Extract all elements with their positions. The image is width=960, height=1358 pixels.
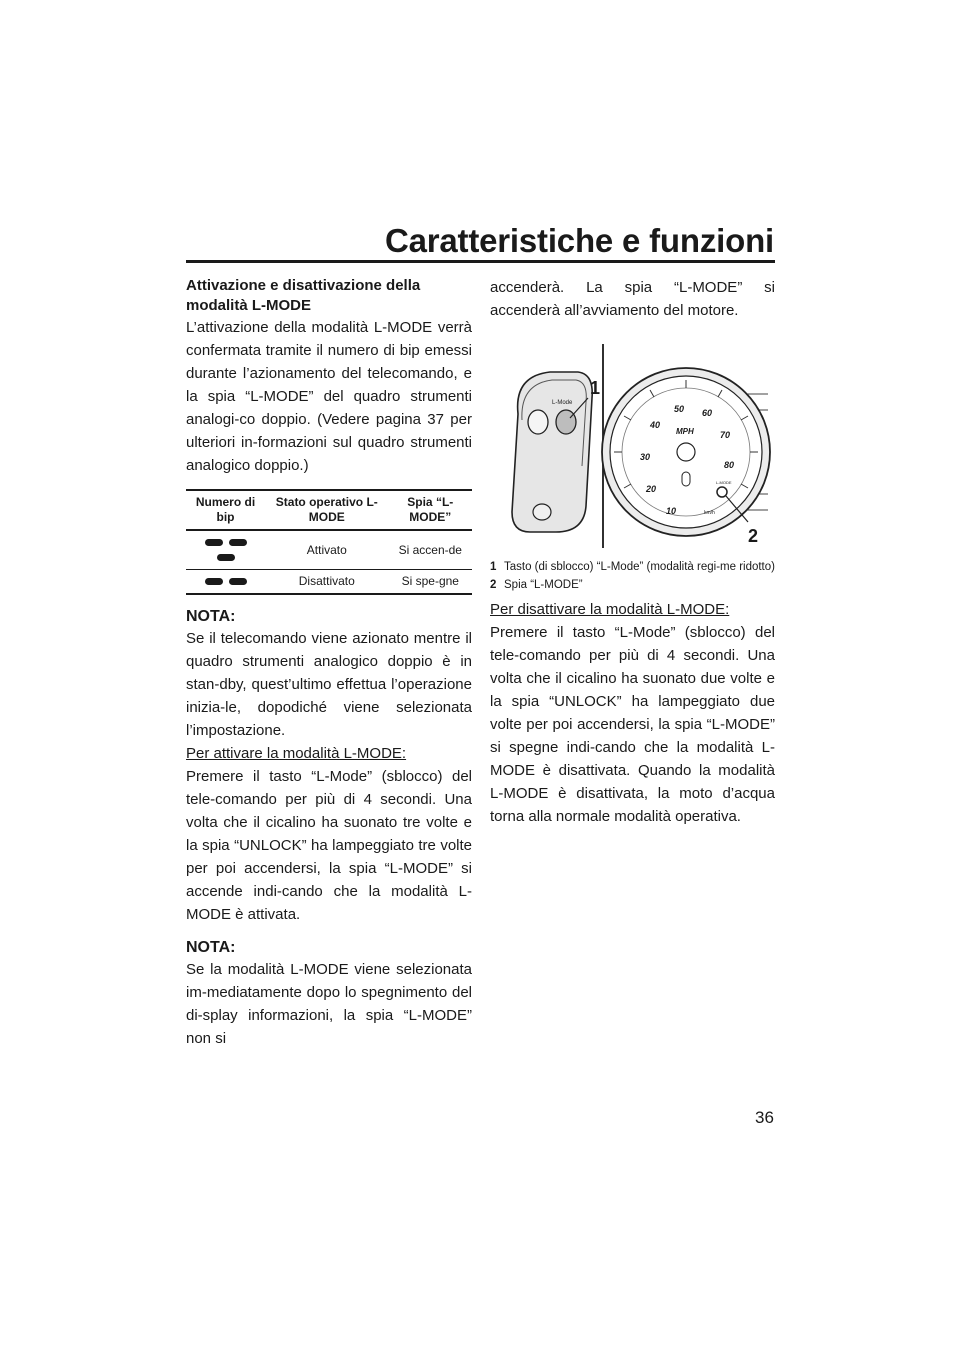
- beep-icon: [205, 539, 223, 546]
- illustration: [490, 336, 775, 554]
- note-title: NOTA:: [186, 608, 236, 625]
- caption-number: 2: [490, 579, 497, 591]
- table-header-state: Stato operativo L-MODE: [265, 490, 389, 530]
- deactivate-paragraph: Premere il tasto “L-Mode” (sblocco) del tele-comando per più di 4 secondi. Una volta che il cicalino ha suonato due volte e la spia “UNLOCK” ha lampeggiato due volte per poi accendersi, la spia “L-MODE” si spegne indi-cando che la modalità L-MODE è disattivata. Quando la modalità L-MODE è disattivata, la moto d’acqua torna alla normale modalità operativa.: [490, 624, 775, 825]
- indicator-cell: Si accen-de: [389, 530, 472, 570]
- state-cell: Attivato: [265, 530, 389, 570]
- beep-table: [186, 489, 472, 595]
- note-title: NOTA:: [186, 939, 236, 956]
- page-title: Caratteristiche e funzioni: [384, 222, 774, 259]
- caption: [490, 560, 775, 574]
- left-column: [186, 276, 472, 1050]
- beep-icon: [229, 578, 247, 585]
- note-text: Se la modalità L-MODE viene selezionata im-mediatamente dopo lo spegnimento del di-splay informazioni, la spia “L-MODE” non si: [186, 961, 472, 1047]
- svg-text:70: 70: [720, 430, 731, 440]
- page-number: 36: [755, 1108, 774, 1127]
- state-cell: Disattivato: [265, 570, 389, 595]
- svg-text:20: 20: [646, 484, 657, 494]
- caption-text: Spia “L-MODE”: [504, 579, 583, 591]
- caption-number: 1: [490, 561, 497, 573]
- svg-text:L-MODE: L-MODE: [716, 480, 732, 485]
- intro-paragraph: L’attivazione della modalità L-MODE verrà confermata tramite il numero di bip emessi durante l’azionamento del telecomando, e la spia “L-MODE” del quadro strumenti analogi-co doppio. (Vedere pagina 37 per ulteriori in-formazioni sul quadro strumenti analogico doppio.): [186, 319, 472, 474]
- activate-paragraph: Premere il tasto “L-Mode” (sblocco) del tele-comando per più di 4 secondi. Una volta che il cicalino ha suonato tre volte e la spia “UNLOCK” ha lampeggiato tre volte per poi accendersi, la spia “L-MODE” si accende indi-cando che la modalità L-MODE è attivata.: [186, 768, 472, 923]
- beep-pattern: [186, 570, 265, 595]
- table-row: [186, 570, 472, 595]
- beep-pattern: [186, 530, 265, 570]
- indicator-cell: Si spe-gne: [389, 570, 472, 595]
- svg-text:km/h: km/h: [704, 510, 715, 516]
- activate-heading: Per attivare la modalità L-MODE:: [186, 745, 407, 762]
- remote-control-icon: [512, 372, 592, 532]
- svg-text:60: 60: [702, 408, 713, 418]
- svg-text:L-Mode: L-Mode: [552, 400, 573, 406]
- beep-icon: [217, 554, 235, 561]
- callout-1: 1: [590, 378, 601, 398]
- gauge-icon: [602, 368, 770, 536]
- section-heading: Attivazione e disattivazione della modalità L-MODE: [186, 277, 421, 314]
- table-header-indicator: Spia “L-MODE”: [389, 490, 472, 530]
- title-rule: [186, 260, 775, 263]
- caption: [490, 578, 775, 592]
- svg-text:80: 80: [724, 460, 735, 470]
- deactivate-heading: Per disattivare la modalità L-MODE:: [490, 601, 730, 618]
- table-row: [186, 530, 472, 570]
- beep-icon: [205, 578, 223, 585]
- svg-text:MPH: MPH: [676, 427, 694, 436]
- note-text: Se il telecomando viene azionato mentre il quadro strumenti analogico doppio è in stan-dby, quest’ultimo effettua l’operazione inizia-le, dopodiché viene selezionata l’impostazione.: [186, 630, 472, 739]
- callout-2: 2: [748, 526, 759, 546]
- caption-text: Tasto (di sblocco) “L-Mode” (modalità regi-me ridotto): [504, 561, 775, 573]
- remote-and-gauge-illustration: [490, 336, 775, 554]
- svg-text:50: 50: [674, 404, 685, 414]
- table-header-beeps: Numero di bip: [186, 490, 265, 530]
- svg-text:10: 10: [666, 506, 677, 516]
- svg-text:40: 40: [650, 420, 661, 430]
- beep-icon: [229, 539, 247, 546]
- svg-text:30: 30: [640, 452, 651, 462]
- right-column: [490, 276, 775, 828]
- continued-paragraph: accenderà. La spia “L-MODE” si accenderà all’avviamento del motore.: [490, 279, 775, 319]
